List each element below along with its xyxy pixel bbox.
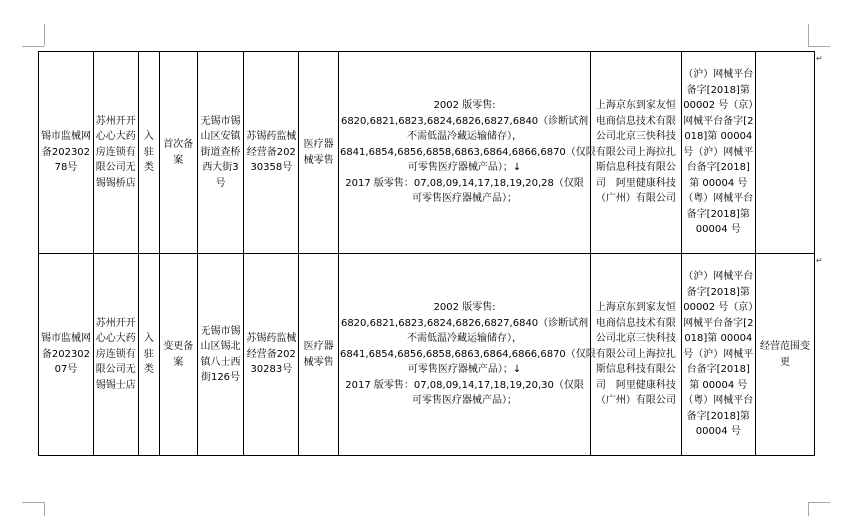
scope-line: 2002 版零售: xyxy=(433,302,496,314)
scope-line: 6841,6854,6856,6858,6863,6864,6866,6870（仅限 xyxy=(339,348,596,360)
scope-line: 6820,6821,6823,6824,6826,6827,6840（诊断试剂 xyxy=(340,115,589,127)
crop-mark-bottom-right xyxy=(808,502,809,516)
filing-action: 变更备案 xyxy=(159,254,197,456)
scope-line: 6841,6854,6856,6858,6863,6864,6866,6870（仅限 xyxy=(339,146,596,158)
record-table xyxy=(38,51,815,456)
scope-line: 不需低温冷藏运输储存）， xyxy=(407,333,523,345)
platform-record-numbers: （沪）网械平台备字[2018]第 00002 号（京）网械平台备字[2018]第 00004 号（沪）网械平台备字[2018]第 00004 号（粤）网械平台备字[2018]第 00004 号 xyxy=(681,52,755,254)
crop-mark-top-right xyxy=(808,46,830,47)
license-number: 苏锡药监械经营备20230358号 xyxy=(244,52,299,254)
scope-line: 可零售医疗器械产品）； xyxy=(412,395,518,407)
scope-line: 2017 版零售：07,08,09,14,17,18,19,20,28（仅限 xyxy=(345,177,584,189)
scope-line: 可零售医疗器械产品）；↓ xyxy=(407,162,522,174)
table-row xyxy=(39,52,815,254)
crop-mark-top-right xyxy=(808,24,809,46)
crop-mark-top-left xyxy=(44,24,45,46)
platform-names: 上海京东到家友恒电商信息技术有限公司北京三快科技有限公司上海拉扎斯信息科技有限公司 阿里健康科技（广州）有限公司 xyxy=(591,254,682,456)
table-row xyxy=(39,254,815,456)
business-scope xyxy=(338,52,596,254)
license-number: 苏锡药监械经营备20230283号 xyxy=(244,254,299,456)
crop-mark-bottom-right xyxy=(808,502,830,503)
scope-line: 2017 版零售：07,08,09,14,17,18,19,20,30（仅限 xyxy=(345,379,584,391)
crop-mark-top-left xyxy=(22,46,44,47)
business-scope xyxy=(338,254,596,456)
scope-line: 可零售医疗器械产品）； xyxy=(412,193,518,205)
scope-line: 6820,6821,6823,6824,6826,6827,6840（诊断试剂 xyxy=(340,317,589,329)
paragraph-mark-icon: ↵ xyxy=(816,256,823,265)
business-category: 医疗器械零售 xyxy=(299,52,339,254)
entry-type: 入驻类 xyxy=(138,254,159,456)
crop-mark-bottom-left xyxy=(44,502,45,516)
company-name: 苏州开开心心大药房连锁有限公司无锡锡士店 xyxy=(93,254,138,456)
scope-line: 可零售医疗器械产品）；↓ xyxy=(407,364,522,376)
address: 无锡市锡山区锡北镇八士西街126号 xyxy=(197,254,244,456)
record-number: 锡市监械网备20230278号 xyxy=(39,52,94,254)
crop-mark-bottom-left xyxy=(22,502,44,503)
platform-names: 上海京东到家友恒电商信息技术有限公司北京三快科技有限公司上海拉扎斯信息科技有限公司 阿里健康科技（广州）有限公司 xyxy=(591,52,682,254)
platform-record-numbers: （沪）网械平台备字[2018]第 00002 号（京）网械平台备字[2018]第 00004 号（沪）网械平台备字[2018]第 00004 号（粤）网械平台备字[2018]第 00004 号 xyxy=(681,254,755,456)
entry-type: 入驻类 xyxy=(138,52,159,254)
paragraph-mark-icon: ↵ xyxy=(816,54,823,63)
business-category: 医疗器械零售 xyxy=(299,254,339,456)
remark: 经营范围变更 xyxy=(755,254,814,456)
scope-line: 不需低温冷藏运输储存）， xyxy=(407,131,523,143)
address: 无锡市锡山区安镇街道查桥西大街3号 xyxy=(197,52,244,254)
remark xyxy=(755,52,814,254)
company-name: 苏州开开心心大药房连锁有限公司无锡锡桥店 xyxy=(93,52,138,254)
scope-line: 2002 版零售: xyxy=(433,100,496,112)
filing-action: 首次备案 xyxy=(159,52,197,254)
record-number: 锡市监械网备20230207号 xyxy=(39,254,94,456)
